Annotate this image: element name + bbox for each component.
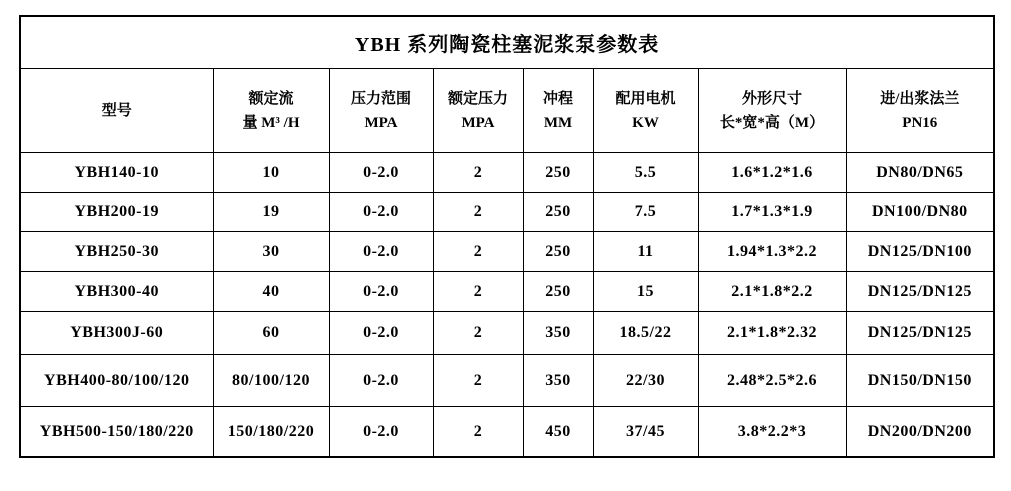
cell-dimensions: 1.6*1.2*1.6 bbox=[698, 153, 846, 193]
pump-spec-table bbox=[19, 15, 995, 458]
cell-pressure-range: 0-2.0 bbox=[329, 312, 433, 355]
header-sublabel: 量 M³ /H bbox=[242, 114, 300, 131]
cell-dimensions: 2.48*2.5*2.6 bbox=[698, 355, 846, 407]
header-cell-flange bbox=[846, 69, 994, 153]
cell-model: YBH300J-60 bbox=[20, 312, 213, 355]
table-row bbox=[20, 355, 994, 407]
cell-rated-pressure: 2 bbox=[433, 355, 523, 407]
cell-dimensions: 1.7*1.3*1.9 bbox=[698, 193, 846, 232]
header-cell-dimensions bbox=[698, 69, 846, 153]
cell-stroke: 350 bbox=[523, 312, 593, 355]
cell-rated-pressure: 2 bbox=[433, 232, 523, 272]
table-row bbox=[20, 193, 994, 232]
cell-rated-pressure: 2 bbox=[433, 193, 523, 232]
header-label: 配用电机 bbox=[615, 90, 676, 107]
cell-flange: DN80/DN65 bbox=[846, 153, 994, 193]
cell-rated-flow: 19 bbox=[213, 193, 329, 232]
cell-model: YBH200-19 bbox=[20, 193, 213, 232]
cell-flange: DN200/DN200 bbox=[846, 407, 994, 458]
cell-stroke: 250 bbox=[523, 153, 593, 193]
cell-rated-pressure: 2 bbox=[433, 153, 523, 193]
cell-motor: 7.5 bbox=[593, 193, 698, 232]
header-cell-stroke bbox=[523, 69, 593, 153]
cell-flange: DN125/DN125 bbox=[846, 272, 994, 312]
cell-stroke: 450 bbox=[523, 407, 593, 458]
table-row bbox=[20, 232, 994, 272]
header-sublabel: MPA bbox=[364, 114, 398, 131]
cell-model: YBH300-40 bbox=[20, 272, 213, 312]
header-label: 型号 bbox=[101, 102, 132, 119]
header-sublabel: 长*宽*高（M） bbox=[719, 114, 825, 131]
cell-stroke: 250 bbox=[523, 272, 593, 312]
cell-motor: 22/30 bbox=[593, 355, 698, 407]
table-title: YBH 系列陶瓷柱塞泥浆泵参数表 bbox=[20, 16, 994, 69]
cell-flange: DN150/DN150 bbox=[846, 355, 994, 407]
cell-rated-pressure: 2 bbox=[433, 407, 523, 458]
cell-motor: 5.5 bbox=[593, 153, 698, 193]
header-sublabel: KW bbox=[632, 114, 659, 131]
cell-flange: DN125/DN100 bbox=[846, 232, 994, 272]
table-row bbox=[20, 272, 994, 312]
cell-model: YBH250-30 bbox=[20, 232, 213, 272]
cell-rated-flow: 10 bbox=[213, 153, 329, 193]
header-cell-pressure-range bbox=[329, 69, 433, 153]
cell-rated-pressure: 2 bbox=[433, 312, 523, 355]
header-sublabel: MPA bbox=[461, 114, 495, 131]
cell-model: YBH140-10 bbox=[20, 153, 213, 193]
header-label: 额定流 bbox=[248, 90, 294, 107]
cell-flange: DN125/DN125 bbox=[846, 312, 994, 355]
header-sublabel: MM bbox=[543, 114, 573, 131]
table-row bbox=[20, 153, 994, 193]
cell-rated-pressure: 2 bbox=[433, 272, 523, 312]
table-row bbox=[20, 312, 994, 355]
header-label: 额定压力 bbox=[447, 90, 508, 107]
cell-stroke: 250 bbox=[523, 193, 593, 232]
cell-rated-flow: 150/180/220 bbox=[213, 407, 329, 458]
cell-stroke: 250 bbox=[523, 232, 593, 272]
cell-pressure-range: 0-2.0 bbox=[329, 232, 433, 272]
cell-pressure-range: 0-2.0 bbox=[329, 153, 433, 193]
cell-motor: 15 bbox=[593, 272, 698, 312]
cell-dimensions: 2.1*1.8*2.32 bbox=[698, 312, 846, 355]
cell-motor: 11 bbox=[593, 232, 698, 272]
header-label: 压力范围 bbox=[350, 90, 411, 107]
cell-stroke: 350 bbox=[523, 355, 593, 407]
header-label: 外形尺寸 bbox=[741, 90, 802, 107]
cell-pressure-range: 0-2.0 bbox=[329, 193, 433, 232]
cell-pressure-range: 0-2.0 bbox=[329, 272, 433, 312]
cell-dimensions: 1.94*1.3*2.2 bbox=[698, 232, 846, 272]
cell-motor: 18.5/22 bbox=[593, 312, 698, 355]
title-row bbox=[20, 16, 994, 69]
header-label: 进/出浆法兰 bbox=[880, 90, 960, 107]
cell-rated-flow: 30 bbox=[213, 232, 329, 272]
header-cell-rated-flow bbox=[213, 69, 329, 153]
header-cell-motor bbox=[593, 69, 698, 153]
cell-rated-flow: 40 bbox=[213, 272, 329, 312]
cell-dimensions: 3.8*2.2*3 bbox=[698, 407, 846, 458]
header-cell-rated-pressure bbox=[433, 69, 523, 153]
header-cell-model bbox=[20, 69, 213, 153]
header-sublabel: PN16 bbox=[902, 114, 938, 131]
table-row bbox=[20, 407, 994, 458]
cell-pressure-range: 0-2.0 bbox=[329, 355, 433, 407]
cell-rated-flow: 80/100/120 bbox=[213, 355, 329, 407]
cell-model: YBH500-150/180/220 bbox=[20, 407, 213, 458]
header-label: 冲程 bbox=[542, 90, 573, 107]
cell-pressure-range: 0-2.0 bbox=[329, 407, 433, 458]
cell-flange: DN100/DN80 bbox=[846, 193, 994, 232]
cell-dimensions: 2.1*1.8*2.2 bbox=[698, 272, 846, 312]
header-row bbox=[20, 69, 994, 153]
cell-rated-flow: 60 bbox=[213, 312, 329, 355]
cell-motor: 37/45 bbox=[593, 407, 698, 458]
cell-model: YBH400-80/100/120 bbox=[20, 355, 213, 407]
